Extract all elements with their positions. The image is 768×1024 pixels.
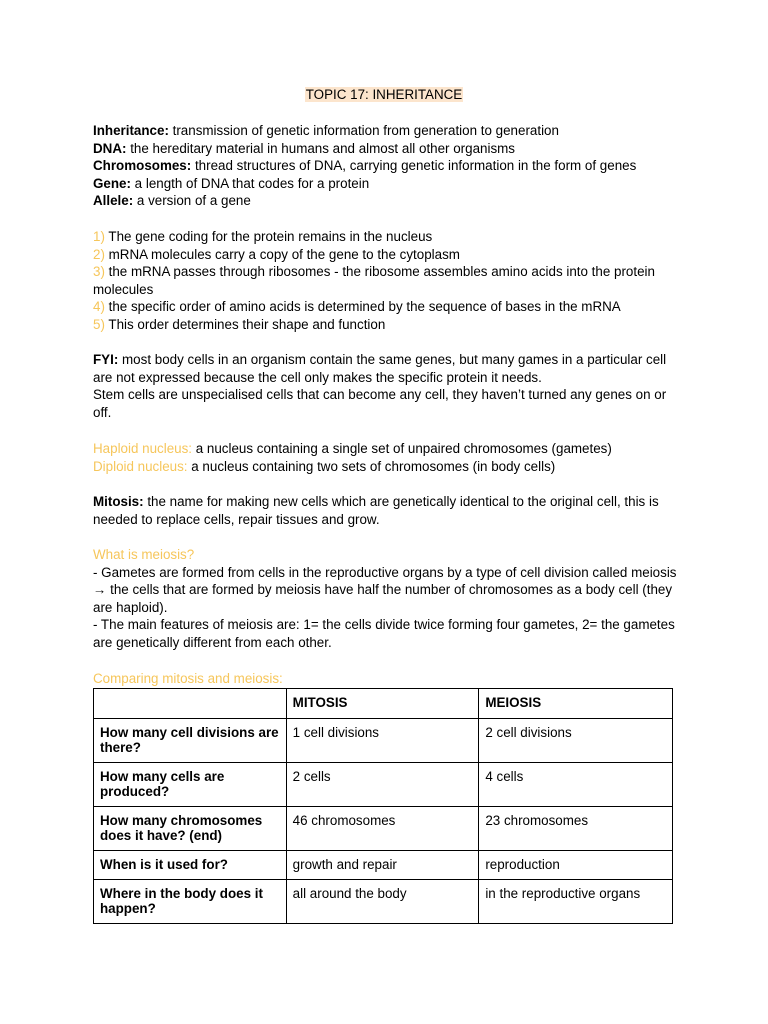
- table-header-row: [94, 689, 673, 719]
- nucleus-text: a nucleus containing a single set of unpaired chromosomes (gametes): [192, 441, 612, 456]
- step-text: mRNA molecules carry a copy of the gene to the cytoplasm: [104, 246, 460, 262]
- nucleus-definition: [93, 458, 683, 476]
- step-item: [93, 316, 683, 334]
- stem-cells-paragraph: Stem cells are unspecialised cells that can become any cell, they haven’t turned any genes on or off.: [93, 387, 667, 420]
- step-item: [93, 263, 683, 298]
- table-row-question: How many cells are produced?: [94, 763, 287, 807]
- table-row-question: When is it used for?: [94, 851, 287, 880]
- mitosis-text: the name for making new cells which are genetically identical to the original cell, this is needed to replace cells, repair tissues and grow.: [93, 494, 659, 527]
- fyi-text: most body cells in an organism contain the same genes, but many games in a particular cell are not expressed because the cell only makes the specific protein it needs.: [93, 352, 667, 385]
- definition-text: a length of DNA that codes for a protein: [130, 175, 370, 191]
- table-cell: growth and repair: [286, 851, 479, 880]
- definition-line: [93, 157, 683, 175]
- table-row: [94, 719, 673, 763]
- step-item: [93, 298, 683, 316]
- table-cell: all around the body: [286, 880, 479, 924]
- mitosis-section: [93, 493, 683, 528]
- definition-term: Allele:: [93, 193, 134, 209]
- table-cell: 23 chromosomes: [479, 807, 673, 851]
- comparison-heading: Comparing mitosis and meiosis:: [93, 671, 283, 686]
- table-header-cell: MITOSIS: [286, 689, 479, 719]
- definition-line: [93, 192, 683, 210]
- definition-term: Gene:: [93, 175, 131, 191]
- meiosis-heading: What is meiosis?: [93, 547, 195, 562]
- definition-term: Chromosomes:: [93, 158, 192, 174]
- table-cell: 46 chromosomes: [286, 807, 479, 851]
- step-text: The gene coding for the protein remains in the nucleus: [104, 229, 433, 244]
- meiosis-paragraph: - Gametes are formed from cells in the reproductive organs by a type of cell division called meiosis → the cells that are formed by meiosis have half the number of chromosomes as a body cell (they are haploid).: [93, 564, 677, 615]
- table-cell: 4 cells: [479, 763, 673, 807]
- table-row: [94, 851, 673, 880]
- step-item: [93, 228, 683, 246]
- comparison-heading-block: [93, 670, 683, 688]
- nucleus-definition: [93, 440, 683, 458]
- step-number: 3): [93, 264, 105, 280]
- table-cell: 2 cell divisions: [479, 719, 673, 763]
- page-title: [0, 86, 768, 104]
- mitosis-paragraph: [93, 493, 683, 528]
- table-cell: in the reproductive organs: [479, 880, 673, 924]
- nuclei-section: [93, 440, 683, 475]
- nucleus-text: a nucleus containing two sets of chromosomes (in body cells): [187, 458, 556, 474]
- step-text: the mRNA passes through ribosomes - the ribosome assembles amino acids into the protein molecules: [93, 264, 655, 297]
- table-row-question: How many cell divisions are there?: [94, 719, 287, 763]
- step-number: 4): [93, 299, 105, 315]
- page-title-text: TOPIC 17: INHERITANCE: [305, 87, 463, 102]
- table-row: [94, 807, 673, 851]
- table-cell: 1 cell divisions: [286, 719, 479, 763]
- meiosis-section: [93, 546, 683, 652]
- definition-text: the hereditary material in humans and almost all other organisms: [126, 140, 516, 156]
- step-item: [93, 246, 683, 264]
- step-number: 5): [93, 316, 105, 332]
- step-text: the specific order of amino acids is determined by the sequence of bases in the mRNA: [104, 299, 621, 315]
- table-header-cell: [94, 689, 287, 719]
- table-row-question: Where in the body does it happen?: [94, 880, 287, 924]
- definitions-section: [93, 122, 683, 210]
- fyi-section: [93, 351, 683, 421]
- table-cell: reproduction: [479, 851, 673, 880]
- mitosis-term: Mitosis:: [93, 494, 144, 509]
- step-text: This order determines their shape and function: [104, 316, 386, 332]
- definition-line: [93, 175, 683, 193]
- table-header-cell: MEIOSIS: [479, 689, 673, 719]
- fyi-paragraph: [93, 351, 683, 386]
- table-cell: 2 cells: [286, 763, 479, 807]
- nucleus-term: Haploid nucleus:: [93, 441, 193, 456]
- definition-line: [93, 140, 683, 158]
- nucleus-term: Diploid nucleus:: [93, 458, 188, 474]
- table-row: [94, 880, 673, 924]
- step-number: 1): [93, 229, 105, 244]
- table-row: [94, 763, 673, 807]
- definition-text: thread structures of DNA, carrying genetic information in the form of genes: [191, 158, 637, 174]
- comparison-table: [93, 688, 673, 924]
- meiosis-paragraph: - The main features of meiosis are: 1= the cells divide twice forming four gametes, 2= the gametes are genetically different from each other.: [93, 617, 675, 650]
- definition-term: Inheritance:: [93, 123, 169, 138]
- step-number: 2): [93, 246, 105, 262]
- definition-line: [93, 122, 683, 140]
- definition-text: a version of a gene: [133, 193, 251, 209]
- fyi-term: FYI:: [93, 352, 119, 367]
- table-row-question: How many chromosomes does it have? (end): [94, 807, 287, 851]
- steps-list: [93, 228, 683, 334]
- definition-text: transmission of genetic information from generation to generation: [168, 123, 559, 138]
- definition-term: DNA:: [93, 140, 127, 156]
